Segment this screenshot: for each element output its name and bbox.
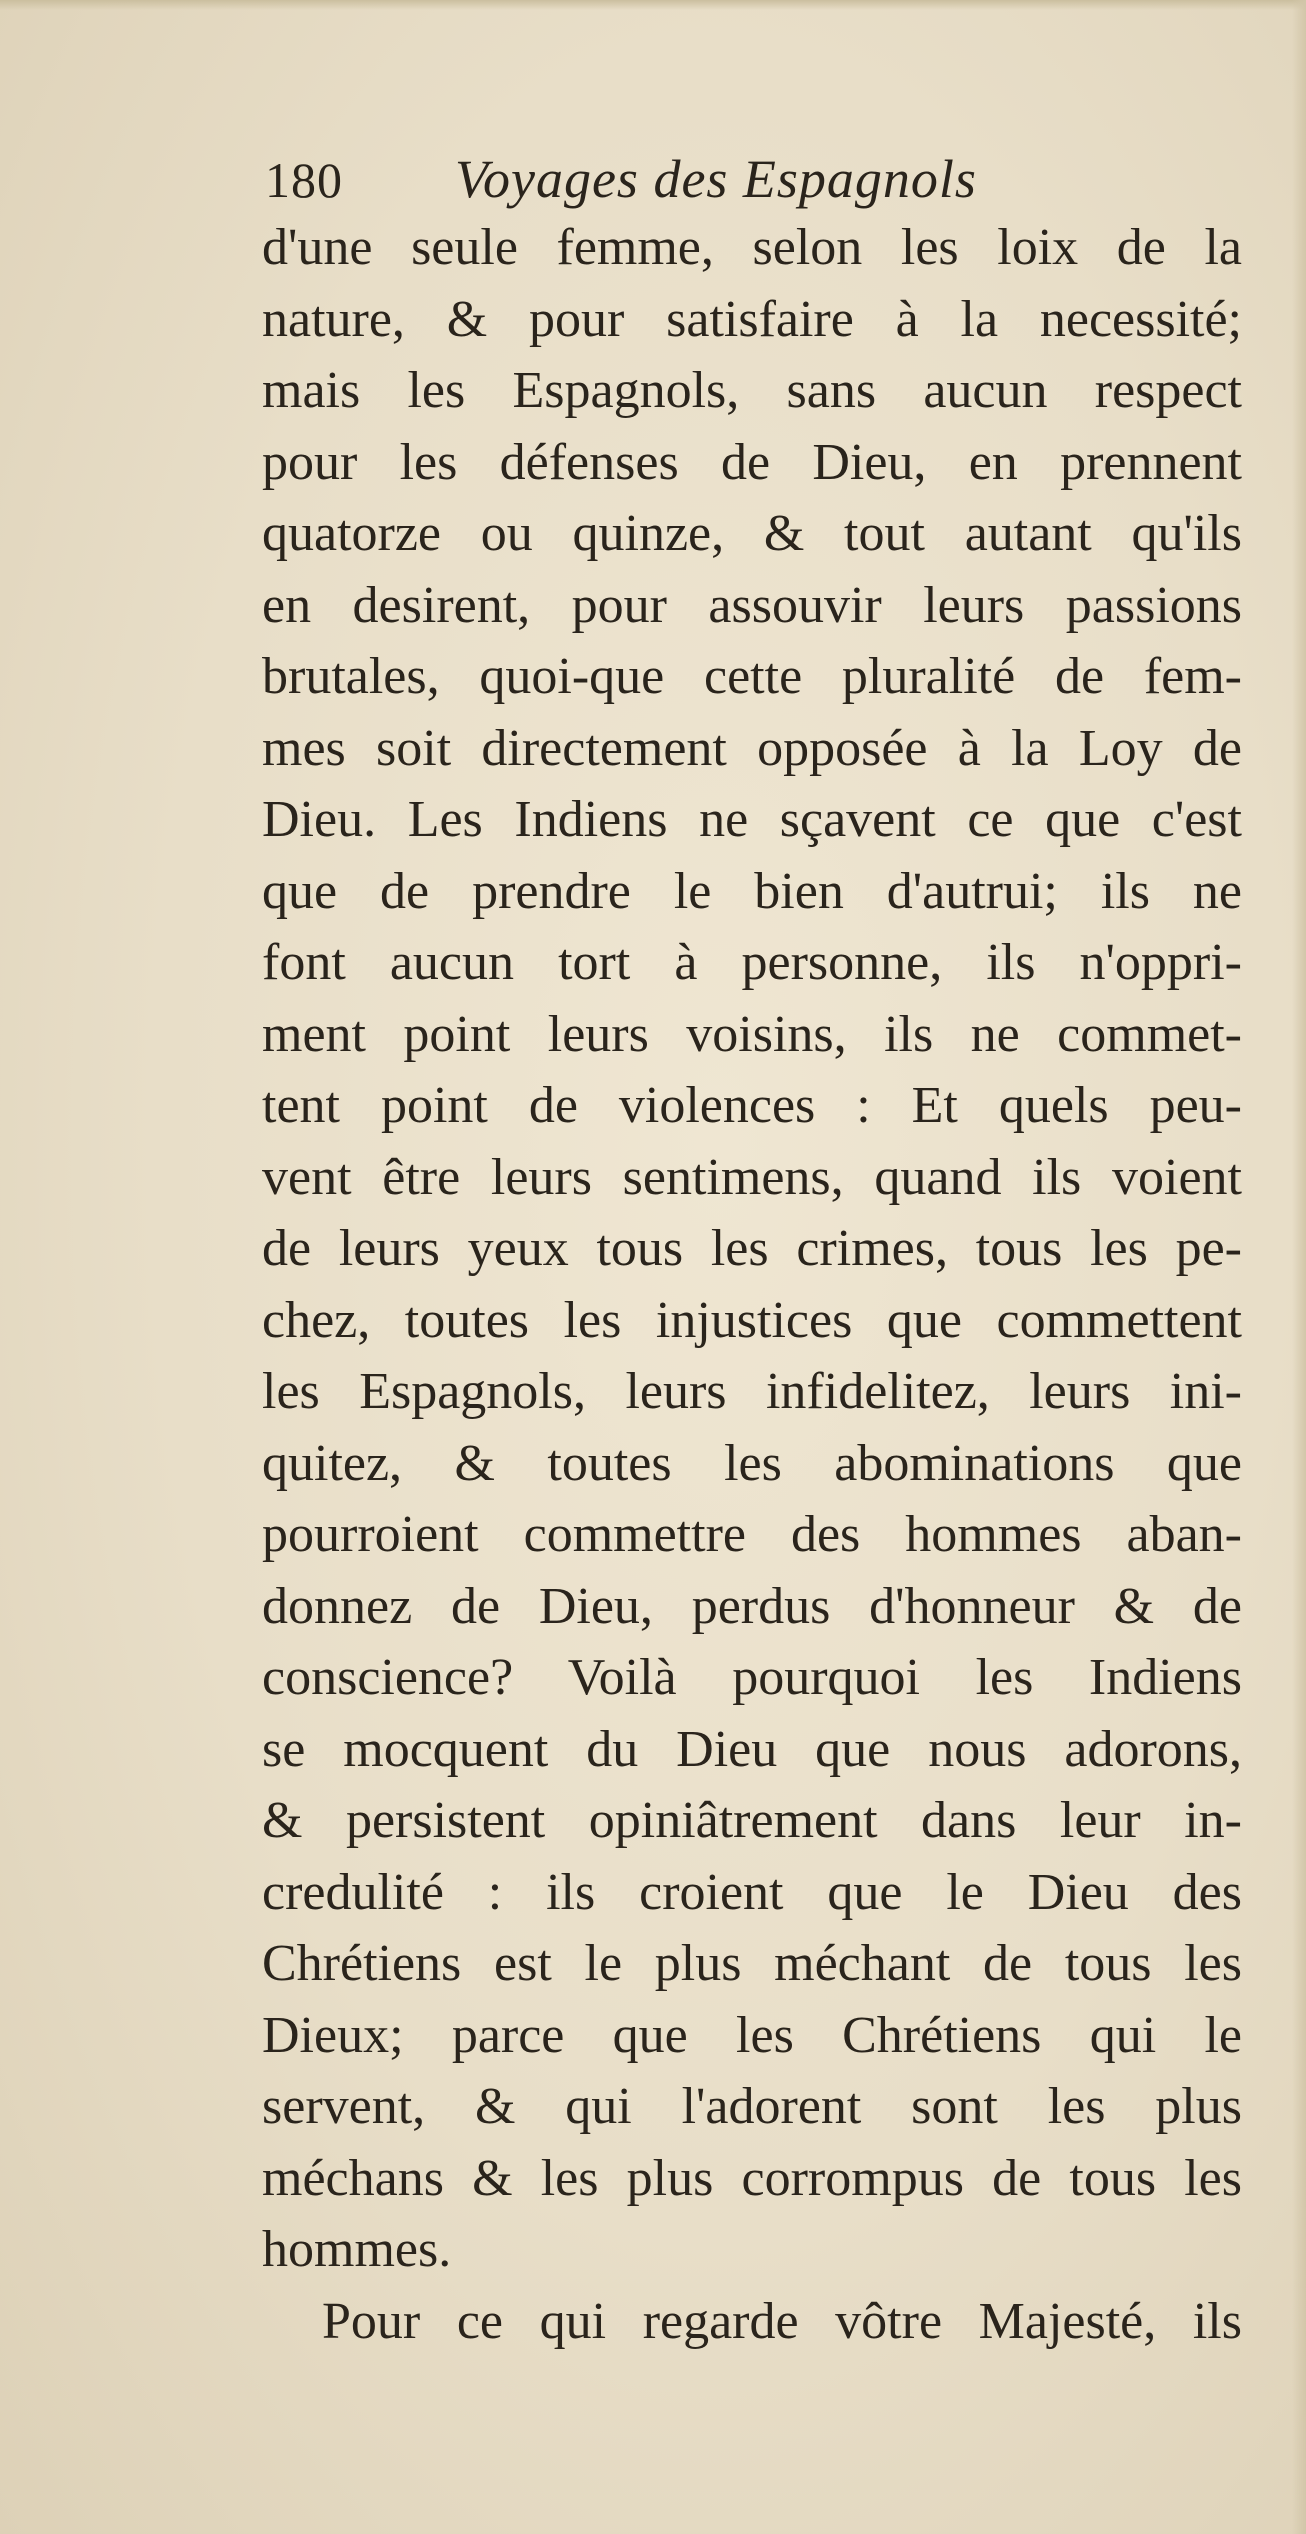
text-line: hommes. [262, 2221, 452, 2278]
running-title: Voyages des Espagnols [455, 149, 977, 209]
text-line: de leurs yeux tous les crimes, tous les pe- [262, 1220, 1242, 1277]
running-head [265, 148, 977, 218]
text-line: Dieux; parce que les Chrétiens qui le [262, 2006, 1242, 2064]
body-text [262, 212, 1242, 2357]
text-line: servent, & qui l'adorent sont les plus [262, 2078, 1242, 2135]
text-line: conscience? Voilà pourquoi les Indiens [262, 1649, 1242, 1706]
text-line: nature, & pour satisfaire à la necessité; [262, 290, 1242, 348]
page-edge-right [1292, 0, 1306, 2534]
text-line: en desirent, pour assouvir leurs passions [262, 576, 1242, 634]
text-line: ment point leurs voisins, ils ne commet- [262, 1005, 1242, 1063]
text-line: donnez de Dieu, perdus d'honneur & de [262, 1577, 1242, 1635]
paragraph-start-line: Pour ce qui regarde vôtre Majesté, ils [322, 2292, 1242, 2350]
text-line: chez, toutes les injustices que commettent [262, 1291, 1242, 1349]
text-line: se mocquent du Dieu que nous adorons, [262, 1720, 1242, 1778]
text-line: quitez, & toutes les abominations que [262, 1434, 1242, 1492]
text-line: brutales, quoi-que cette pluralité de fem- [262, 648, 1242, 705]
text-line: Dieu. Les Indiens ne sçavent ce que c'est [262, 791, 1242, 848]
text-line: credulité : ils croient que le Dieu des [262, 1863, 1242, 1921]
text-line: les Espagnols, leurs infidelitez, leurs ini- [262, 1363, 1242, 1420]
text-line: d'une seule femme, selon les loix de la [262, 219, 1242, 276]
text-line: pour les défenses de Dieu, en prennent [262, 433, 1242, 491]
text-line: quatorze ou quinze, & tout autant qu'ils [262, 505, 1242, 562]
text-line: & persistent opiniâtrement dans leur in- [262, 1792, 1242, 1849]
page-number: 180 [265, 152, 343, 208]
text-line: mais les Espagnols, sans aucun respect [262, 362, 1242, 419]
text-line: vent être leurs sentimens, quand ils voient [262, 1148, 1242, 1206]
text-line: tent point de violences : Et quels peu- [262, 1077, 1242, 1134]
text-line: pourroient commettre des hommes aban- [262, 1506, 1242, 1563]
text-line: Chrétiens est le plus méchant de tous les [262, 1935, 1242, 1992]
text-line: méchans & les plus corrompus de tous les [262, 2149, 1242, 2207]
page-edge-top [0, 0, 1306, 10]
text-line: que de prendre le bien d'autrui; ils ne [262, 862, 1242, 920]
text-line: font aucun tort à personne, ils n'oppri- [262, 934, 1242, 991]
text-line: mes soit directement opposée à la Loy de [262, 719, 1242, 777]
